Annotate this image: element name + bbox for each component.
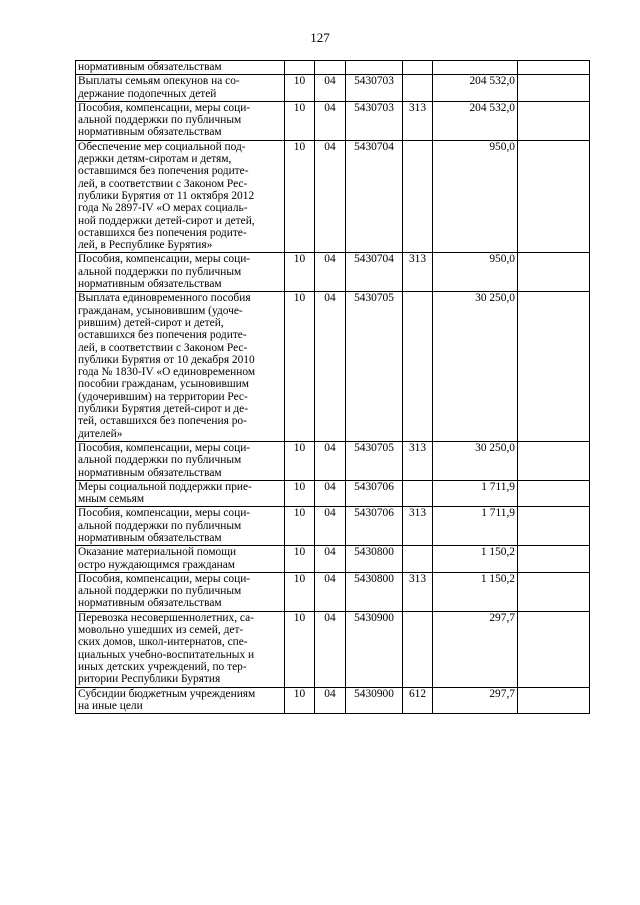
table-row [76,611,590,687]
row-subsection-cell [315,61,346,75]
row-expense-type-cell [403,292,433,442]
row-empty-cell [518,480,590,507]
row-amount-cell: 30 250,0 [433,292,518,442]
row-amount-cell: 30 250,0 [433,441,518,480]
row-target-article-cell: 5430705 [346,292,403,442]
row-empty-cell [518,292,590,442]
row-subsection-cell: 04 [315,572,346,611]
row-name-cell: Меры социальной поддержки прие- мным семьям [76,480,285,507]
row-expense-type-cell: 313 [403,101,433,140]
row-subsection-cell: 04 [315,546,346,573]
row-empty-cell [518,140,590,253]
table-row [76,75,590,102]
row-empty-cell [518,572,590,611]
row-amount-cell: 1 150,2 [433,572,518,611]
row-name-cell: Пособия, компенсации, меры соци- альной поддержки по публичным нормативным обязательствам [76,572,285,611]
row-target-article-cell [346,61,403,75]
row-empty-cell [518,611,590,687]
budget-table-body [76,61,590,714]
table-row [76,480,590,507]
row-amount-cell: 204 532,0 [433,75,518,102]
row-section-cell: 10 [285,507,315,546]
row-subsection-cell: 04 [315,687,346,714]
row-amount-cell: 1 150,2 [433,546,518,573]
row-empty-cell [518,546,590,573]
row-target-article-cell: 5430800 [346,546,403,573]
row-empty-cell [518,101,590,140]
page-number: 127 [310,30,330,45]
row-section-cell: 10 [285,572,315,611]
table-row [76,441,590,480]
row-target-article-cell: 5430800 [346,572,403,611]
row-empty-cell [518,61,590,75]
row-section-cell: 10 [285,140,315,253]
row-target-article-cell: 5430705 [346,441,403,480]
row-subsection-cell: 04 [315,140,346,253]
table-row [76,253,590,292]
row-name-cell: Обеспечение мер социальной под- держки детям-сиротам и детям, оставшимся без попечения родите- лей, в соответствии с Законом Рес- публики Бурятия от 11 октября 2012 года № 2897-IV «О мерах социаль- ной поддержки детей-сирот и детей, оставшихся без попечения родите- лей, в Республике Бурятия» [76,140,285,253]
row-name-cell: Пособия, компенсации, меры соци- альной поддержки по публичным нормативным обязательствам [76,507,285,546]
row-amount-cell [433,61,518,75]
row-subsection-cell: 04 [315,75,346,102]
row-subsection-cell: 04 [315,441,346,480]
row-name-cell: Пособия, компенсации, меры соци- альной поддержки по публичным нормативным обязательствам [76,441,285,480]
row-subsection-cell: 04 [315,480,346,507]
row-name-cell: Пособия, компенсации, меры соци- альной поддержки по публичным нормативным обязательствам [76,253,285,292]
table-row [76,140,590,253]
row-amount-cell: 1 711,9 [433,480,518,507]
row-amount-cell: 204 532,0 [433,101,518,140]
row-amount-cell: 297,7 [433,611,518,687]
row-target-article-cell: 5430704 [346,253,403,292]
row-section-cell: 10 [285,292,315,442]
row-empty-cell [518,441,590,480]
row-amount-cell: 1 711,9 [433,507,518,546]
row-expense-type-cell: 313 [403,507,433,546]
row-section-cell: 10 [285,75,315,102]
row-section-cell: 10 [285,687,315,714]
table-row [76,507,590,546]
row-section-cell: 10 [285,480,315,507]
row-subsection-cell: 04 [315,292,346,442]
row-target-article-cell: 5430703 [346,101,403,140]
table-row [76,572,590,611]
row-target-article-cell: 5430900 [346,611,403,687]
row-expense-type-cell [403,611,433,687]
row-target-article-cell: 5430900 [346,687,403,714]
row-expense-type-cell [403,140,433,253]
row-section-cell: 10 [285,441,315,480]
table-row [76,101,590,140]
row-expense-type-cell: 313 [403,572,433,611]
row-empty-cell [518,75,590,102]
row-subsection-cell: 04 [315,253,346,292]
row-amount-cell: 950,0 [433,253,518,292]
row-subsection-cell: 04 [315,507,346,546]
row-expense-type-cell: 612 [403,687,433,714]
table-row [76,292,590,442]
row-section-cell: 10 [285,611,315,687]
row-name-cell: Выплата единовременного пособия гражданам, усыновившим (удоче- рившим) детей-сирот и детей, оставшихся без попечения родите- лей, в соответствии с Законом Рес- публики Бурятия от 10 декабря 2010 года № 1830-IV «О единовременном пособии гражданам, усыновившим (удочерившим) на территории Рес- публики Бурятия детей-сирот и де- тей, оставшихся без попечения ро- дителей» [76,292,285,442]
row-section-cell: 10 [285,253,315,292]
row-expense-type-cell [403,480,433,507]
table-row [76,687,590,714]
row-expense-type-cell [403,61,433,75]
row-amount-cell: 950,0 [433,140,518,253]
budget-table [75,60,590,714]
row-name-cell: Пособия, компенсации, меры соци- альной поддержки по публичным нормативным обязательствам [76,101,285,140]
row-section-cell: 10 [285,101,315,140]
row-expense-type-cell [403,75,433,102]
row-target-article-cell: 5430706 [346,480,403,507]
row-target-article-cell: 5430703 [346,75,403,102]
row-empty-cell [518,687,590,714]
row-target-article-cell: 5430704 [346,140,403,253]
row-target-article-cell: 5430706 [346,507,403,546]
row-empty-cell [518,507,590,546]
row-subsection-cell: 04 [315,611,346,687]
row-name-cell: Выплаты семьям опекунов на со- держание подопечных детей [76,75,285,102]
row-name-cell: Перевозка несовершеннолетних, са- мовольно ушедших из семей, дет- ских домов, школ-интернатов, спе- циальных учебно-воспитательных и иных детских учреждений, по тер- ритории Республики Бурятия [76,611,285,687]
row-section-cell: 10 [285,546,315,573]
row-empty-cell [518,253,590,292]
row-expense-type-cell: 313 [403,441,433,480]
row-expense-type-cell: 313 [403,253,433,292]
row-name-cell: Оказание материальной помощи остро нуждающимся гражданам [76,546,285,573]
table-row [76,546,590,573]
row-expense-type-cell [403,546,433,573]
row-name-cell: нормативным обязательствам [76,61,285,75]
row-subsection-cell: 04 [315,101,346,140]
table-row [76,61,590,75]
row-amount-cell: 297,7 [433,687,518,714]
row-section-cell [285,61,315,75]
row-name-cell: Субсидии бюджетным учреждениям на иные цели [76,687,285,714]
